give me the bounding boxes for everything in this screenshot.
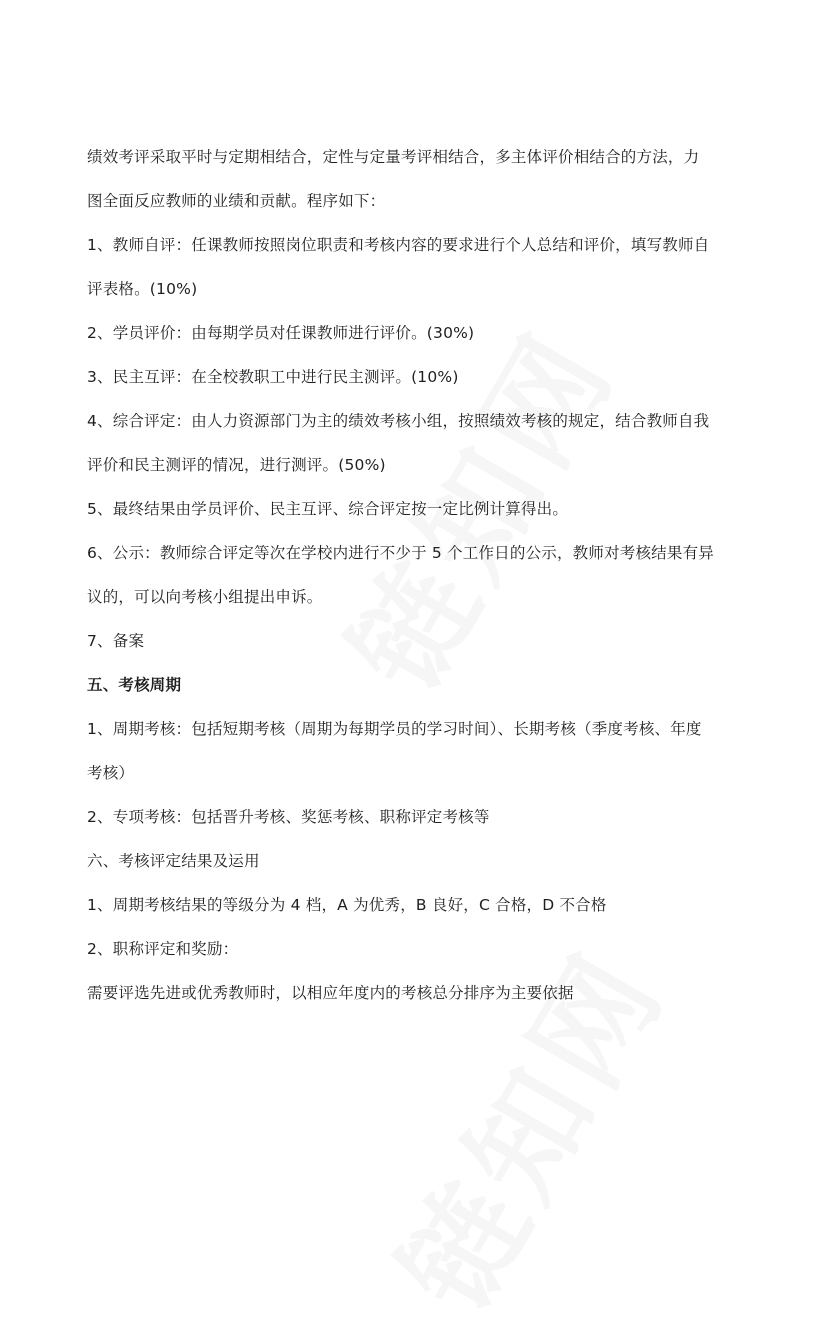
paragraph-line: 图全面反应教师的业绩和贡献。程序如下： <box>87 192 386 210</box>
paragraph-line: 2、学员评价：由每期学员对任课教师进行评价。(30%) <box>87 324 475 342</box>
paragraph-line: 考核） <box>87 764 135 782</box>
paragraph-line: 5、最终结果由学员评价、民主互评、综合评定按一定比例计算得出。 <box>87 500 569 518</box>
watermark <box>353 914 697 1338</box>
section-heading: 五、考核周期 <box>87 676 182 694</box>
paragraph-line: 7、备案 <box>87 632 145 650</box>
paragraph-line: 需要评选先进或优秀教师时，以相应年度内的考核总分排序为主要依据 <box>87 984 574 1002</box>
section-heading: 六、考核评定结果及运用 <box>87 852 260 870</box>
paragraph-line: 绩效考评采取平时与定期相结合，定性与定量考评相结合，多主体评价相结合的方法，力 <box>87 148 700 166</box>
paragraph-line: 2、职称评定和奖励： <box>87 940 239 958</box>
paragraph-line: 评价和民主测评的情况，进行测评。(50%) <box>87 456 386 474</box>
paragraph-line: 2、专项考核：包括晋升考核、奖惩考核、职称评定考核等 <box>87 808 490 826</box>
paragraph-line: 6、公示：教师综合评定等次在学校内进行不少于 5 个工作日的公示，教师对考核结果有异 <box>87 544 714 562</box>
paragraph-line: 1、教师自评：任课教师按照岗位职责和考核内容的要求进行个人总结和评价，填写教师自 <box>87 236 710 254</box>
paragraph-line: 议的，可以向考核小组提出申诉。 <box>87 588 323 606</box>
paragraph-line: 评表格。(10%) <box>87 280 198 298</box>
paragraph-line: 1、周期考核结果的等级分为 4 档，A 为优秀，B 良好，C 合格，D 不合格 <box>87 896 607 914</box>
paragraph-line: 3、民主互评：在全校教职工中进行民主测评。(10%) <box>87 368 459 386</box>
paragraph-line: 1、周期考核：包括短期考核（周期为每期学员的学习时间）、长期考核（季度考核、年度 <box>87 720 702 738</box>
paragraph-line: 4、综合评定：由人力资源部门为主的绩效考核小组，按照绩效考核的规定，结合教师自我 <box>87 412 710 430</box>
